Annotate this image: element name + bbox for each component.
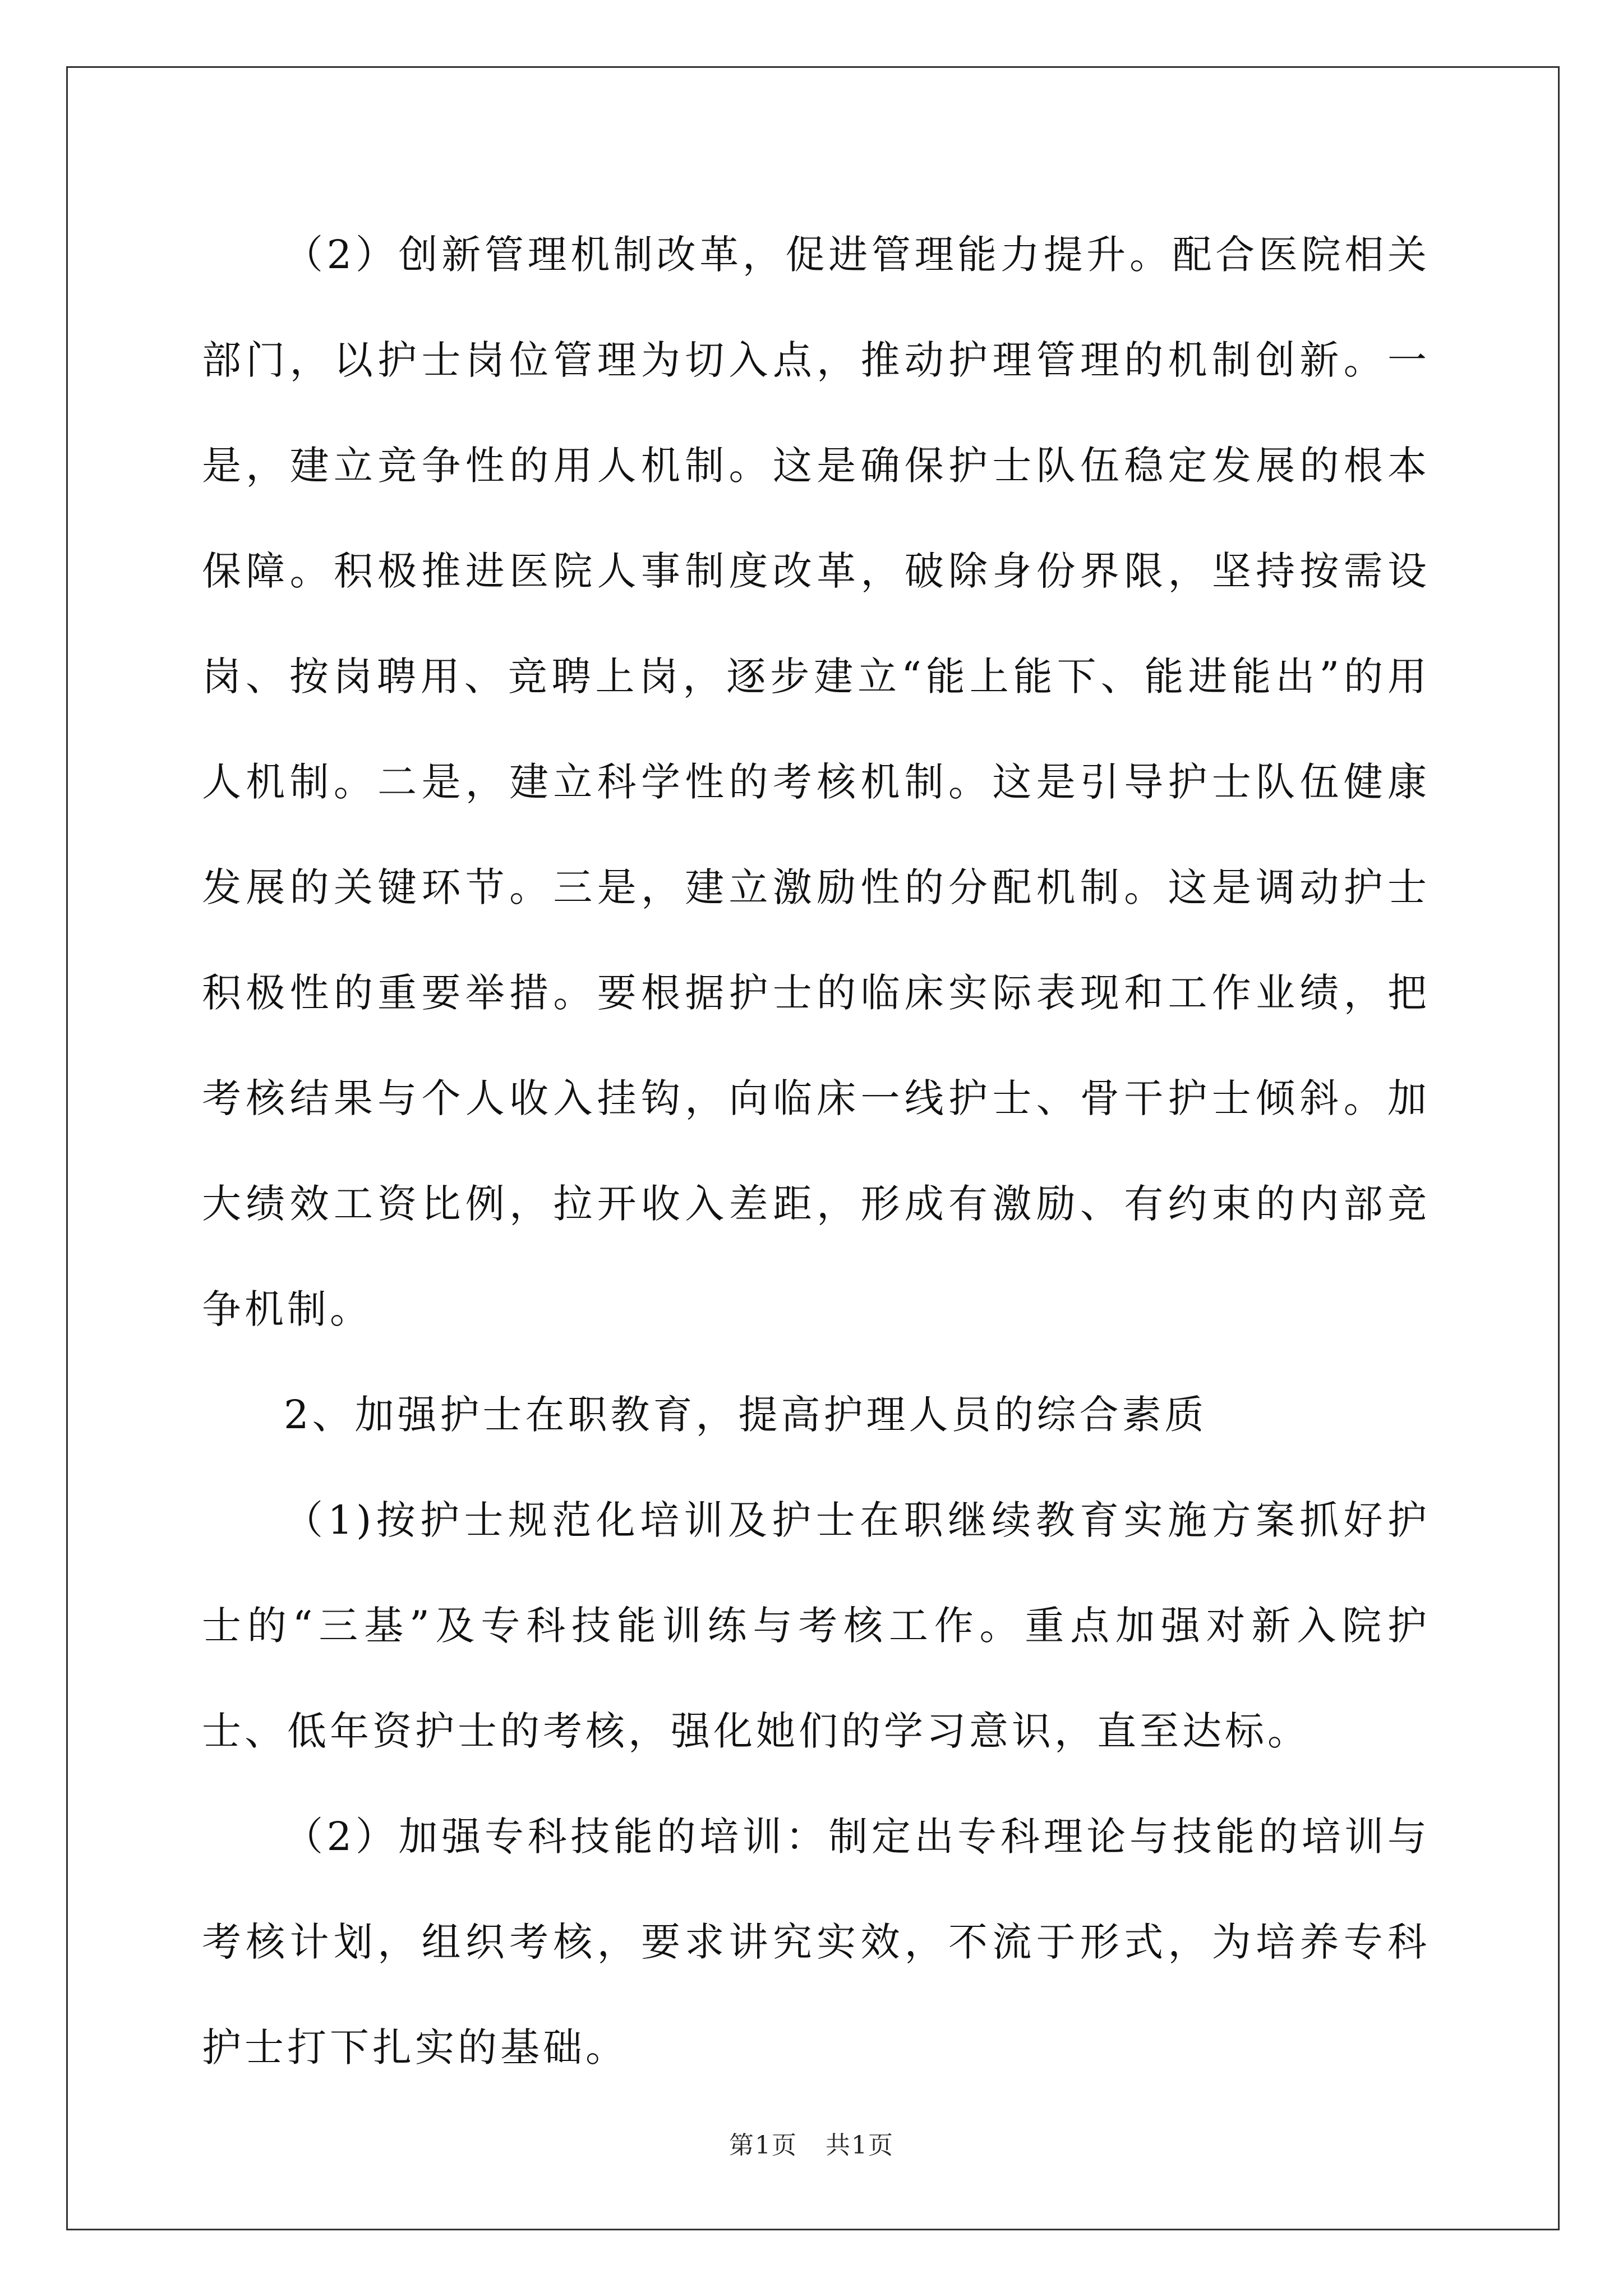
paragraph-management-reform: （2）创新管理机制改革，促进管理能力提升。配合医院相关部门，以护士岗位管理为切入点，推动护理管理的机制创新。一是，建立竞争性的用人机制。这是确保护士队伍稳定发展的根本保障。积极推进医院人事制度改革，破除身份界限，坚持按需设岗、按岗聘用、竞聘上岗，逐步建立“能上能下、能进能出”的用人机制。二是，建立科学性的考核机制。这是引导护士队伍健康发展的关键环节。三是，建立激励性的分配机制。这是调动护士积极性的重要举措。要根据护士的临床实际表现和工作业绩，把考核结果与个人收入挂钩，向临床一线护士、骨干护士倾斜。加大绩效工资比例，拉开收入差距，形成有激励、有约束的内部竞争机制。 <box>202 232 1430 1332</box>
paragraph-specialty-training: （2）加强专科技能的培训：制定出专科理论与技能的培训与考核计划，组织考核，要求讲究实效，不流于形式，为培养专科护士打下扎实的基础。 <box>202 1814 1430 2070</box>
section-heading-education: 2、加强护士在职教育，提高护理人员的综合素质 <box>284 1392 1207 1438</box>
paragraph-standardized-training: （1)按护士规范化培训及护士在职继续教育实施方案抓好护士的“三基”及专科技能训练与考核工作。重点加强对新入院护士、低年资护士的考核，强化她们的学习意识，直至达标。 <box>202 1497 1430 1754</box>
page-number: 第1页 <box>729 2131 797 2160</box>
document-body <box>202 202 1430 2100</box>
page-footer <box>0 2125 1623 2161</box>
page-total: 共1页 <box>826 2131 894 2160</box>
